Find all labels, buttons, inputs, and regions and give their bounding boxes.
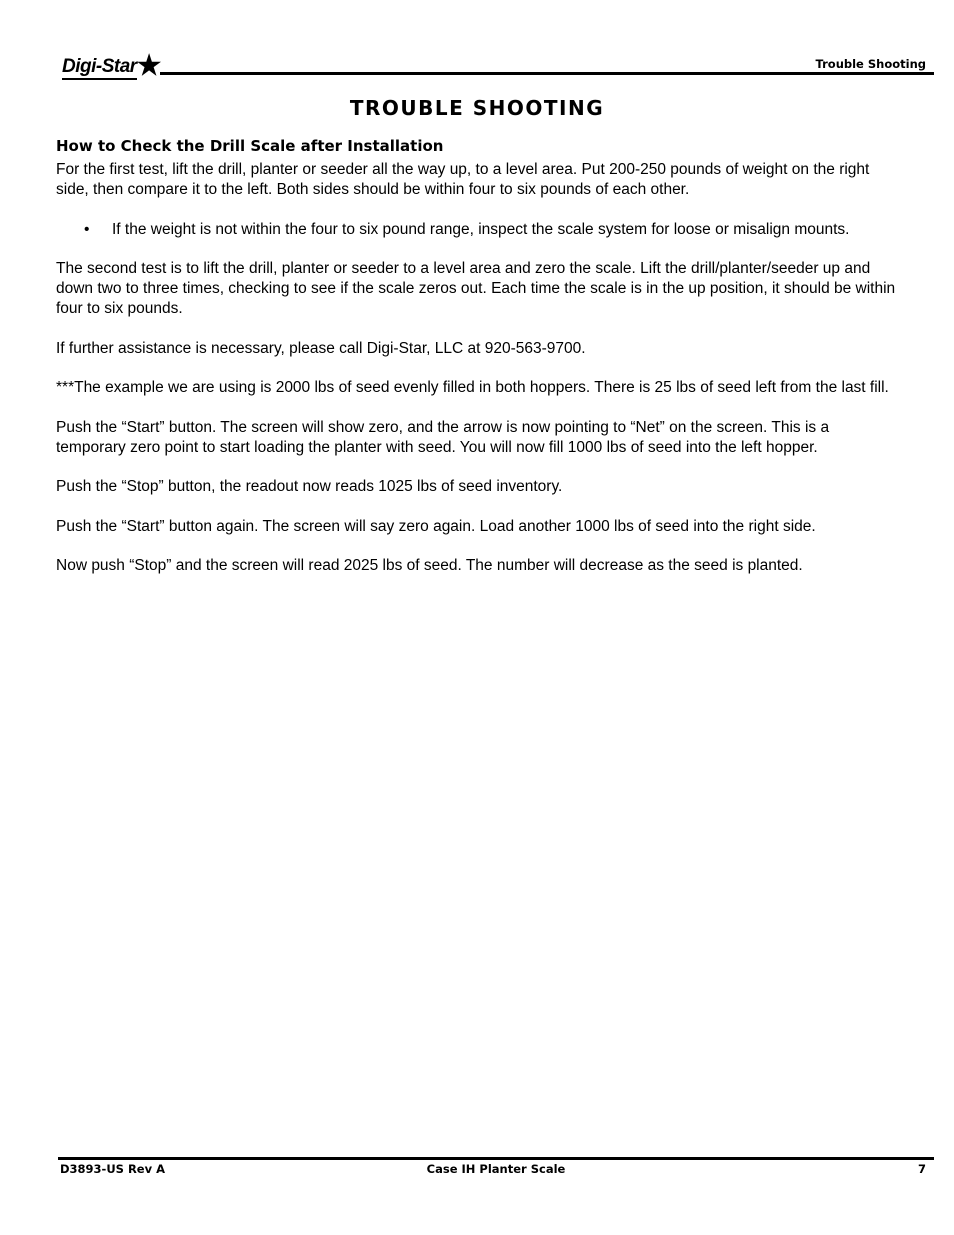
digi-star-logo [62, 52, 161, 80]
footer-product: Case IH Planter Scale [426, 1162, 566, 1176]
paragraph: The second test is to lift the drill, planter or seeder to a level area and zero the scale. Lift the drill/planter/seeder up and down two to three times, checking to see if the scale zeros out. Each time the scale is in the up position, it should be within four to six pounds. [56, 260, 896, 317]
footer-rule [58, 1157, 934, 1160]
page-header [62, 50, 934, 80]
paragraph: Push the “Stop” button, the readout now reads 1025 lbs of seed inventory. [56, 478, 563, 495]
footer-doc-id: D3893-US Rev A [60, 1162, 166, 1176]
main-content [56, 136, 902, 576]
bullet-icon: • [84, 220, 90, 238]
paragraph: For the first test, lift the drill, planter or seeder all the way up, to a level area. Put 200-250 pounds of weight on the right side, then compare it to the left. Both sides should be within four to six pounds of each other. [56, 161, 870, 198]
logo-text: Digi-Star [62, 56, 137, 80]
footer-page-number: 7 [917, 1162, 926, 1176]
paragraph: Push the “Start” button again. The screen will say zero again. Load another 1000 lbs of seed into the right side. [56, 517, 816, 535]
header-rule [160, 72, 934, 75]
bullet-item [56, 220, 902, 240]
page-title: TROUBLE SHOOTING [349, 96, 605, 120]
page-footer [58, 1157, 934, 1181]
paragraph: Push the “Start” button. The screen will show zero, and the arrow is now pointing to “Net” on the screen. This is a temporary zero point to start loading the planter with seed. You will now fill 1000 lbs of seed into the left hopper. [56, 418, 830, 456]
bullet-text: If the weight is not within the four to six pound range, inspect the scale system for loose or misalign mounts. [112, 220, 850, 238]
section-heading: How to Check the Drill Scale after Installation [56, 137, 444, 155]
header-section-title: Trouble Shooting [815, 57, 926, 71]
paragraph: ***The example we are using is 2000 lbs of seed evenly filled in both hoppers. There is 25 lbs of seed left from the last fill. [56, 379, 889, 396]
paragraph: Now push “Stop” and the screen will read 2025 lbs of seed. The number will decrease as the seed is planted. [56, 557, 803, 574]
star-icon [135, 52, 161, 78]
paragraph: If further assistance is necessary, please call Digi-Star, LLC at 920-563-9700. [56, 339, 586, 357]
